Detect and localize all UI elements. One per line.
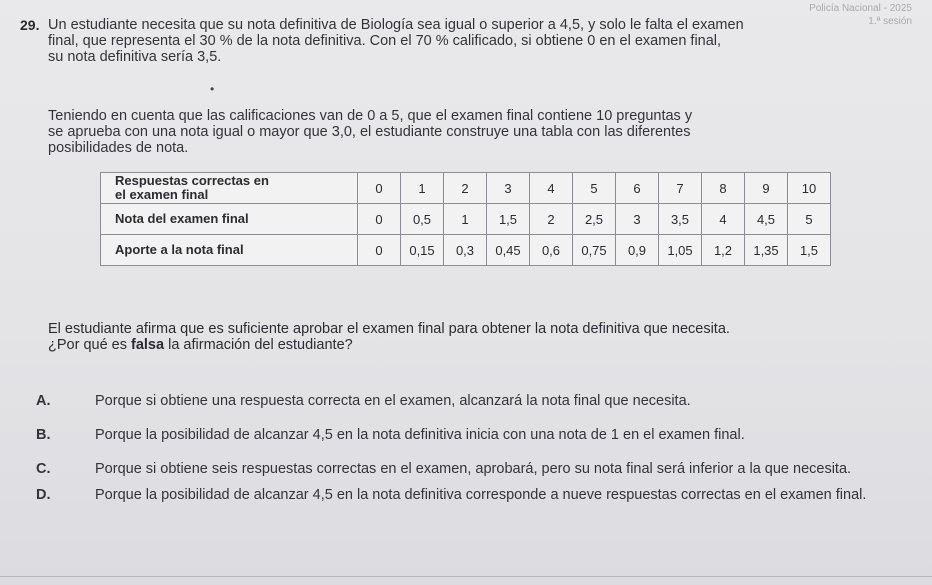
table-cell: 1	[401, 173, 444, 204]
question-context	[48, 108, 908, 156]
row-header	[101, 204, 358, 235]
option-text: Porque si obtiene una respuesta correcta en el examen, alcanzará la nota final que necesita.	[95, 393, 691, 409]
table-cell: 0,6	[530, 235, 573, 266]
row-header	[101, 235, 358, 266]
option-letter: B.	[36, 427, 51, 443]
question-intro	[48, 17, 908, 65]
context-line: posibilidades de nota.	[48, 140, 189, 156]
exam-session: 1.ª sesión	[868, 16, 912, 27]
question-number: 29.	[20, 17, 40, 33]
table-row-final-contribution	[101, 235, 831, 266]
table-cell: 3	[487, 173, 530, 204]
table-cell: 6	[616, 173, 659, 204]
question-claim	[48, 321, 918, 353]
table-cell: 4	[702, 204, 745, 235]
table-cell: 3	[616, 204, 659, 235]
table-cell: 2,5	[573, 204, 616, 235]
intro-line: Un estudiante necesita que su nota definitiva de Biología sea igual o superior a 4,5, y solo le falta el examen	[48, 17, 744, 33]
option-d[interactable]	[36, 487, 916, 503]
table-cell: 4	[530, 173, 573, 204]
row-header-line: el examen final	[115, 187, 209, 202]
table-cell: 4,5	[745, 204, 788, 235]
table-cell: 0,75	[573, 235, 616, 266]
table-row-correct-answers	[101, 173, 831, 204]
table-cell: 0,9	[616, 235, 659, 266]
table-cell: 1,2	[702, 235, 745, 266]
table-cell: 8	[702, 173, 745, 204]
row-header-line: Respuestas correctas en	[115, 173, 269, 188]
exam-source: Policía Nacional - 2025	[809, 3, 912, 14]
answer-options	[36, 393, 916, 503]
row-header	[101, 173, 358, 204]
table-cell: 2	[444, 173, 487, 204]
context-line: se aprueba con una nota igual o mayor que 3,0, el estudiante construye una tabla con las diferentes	[48, 124, 691, 140]
table-cell: 0,5	[401, 204, 444, 235]
intro-line: su nota definitiva sería 3,5.	[48, 49, 222, 65]
option-text: Porque la posibilidad de alcanzar 4,5 en la nota definitiva inicia con una nota de 1 en el examen final.	[95, 427, 745, 443]
prompt-text: la afirmación del estudiante?	[164, 337, 353, 353]
table-cell: 5	[788, 204, 831, 235]
bottom-divider	[0, 576, 932, 577]
table-cell: 1	[444, 204, 487, 235]
prompt-emphasis: falsa	[131, 337, 165, 353]
table-cell: 0	[358, 204, 401, 235]
table-cell: 1,5	[487, 204, 530, 235]
claim-line: El estudiante afirma que es suficiente aprobar el examen final para obtener la nota definitiva que necesita.	[48, 321, 730, 337]
option-c[interactable]	[36, 461, 916, 477]
table-cell: 0,15	[401, 235, 444, 266]
table-cell: 0,45	[487, 235, 530, 266]
option-b[interactable]	[36, 427, 916, 443]
table-cell: 3,5	[659, 204, 702, 235]
prompt-text: ¿Por qué es	[48, 337, 132, 353]
table-cell: 1,35	[745, 235, 788, 266]
table-cell: 7	[659, 173, 702, 204]
table-cell: 2	[530, 204, 573, 235]
table-cell: 9	[745, 173, 788, 204]
row-header-line: Nota del examen final	[115, 211, 249, 226]
table-cell: 0	[358, 173, 401, 204]
table-cell: 5	[573, 173, 616, 204]
table-cell: 0	[358, 235, 401, 266]
option-text: Porque si obtiene seis respuestas correctas en el examen, aprobará, pero su nota final será inferior a la que necesita.	[95, 461, 852, 477]
context-line: Teniendo en cuenta que las calificaciones van de 0 a 5, que el examen final contiene 10 preguntas y	[48, 108, 693, 124]
grades-table	[100, 172, 831, 266]
stray-dot: •	[210, 82, 215, 96]
table-cell: 10	[788, 173, 831, 204]
option-letter: C.	[36, 461, 51, 477]
table-cell: 0,3	[444, 235, 487, 266]
table-row-exam-grade	[101, 204, 831, 235]
option-text: Porque la posibilidad de alcanzar 4,5 en la nota definitiva corresponde a nueve respuestas correctas en el examen final.	[95, 487, 867, 503]
table-cell: 1,05	[659, 235, 702, 266]
option-a[interactable]	[36, 393, 916, 409]
table-cell: 1,5	[788, 235, 831, 266]
question-prompt	[48, 337, 918, 353]
option-letter: D.	[36, 487, 51, 503]
row-header-line: Aporte a la nota final	[115, 242, 244, 257]
intro-line: final, que representa el 30 % de la nota definitiva. Con el 70 % calificado, si obtiene 0 en el examen final,	[48, 33, 722, 49]
option-letter: A.	[36, 393, 51, 409]
